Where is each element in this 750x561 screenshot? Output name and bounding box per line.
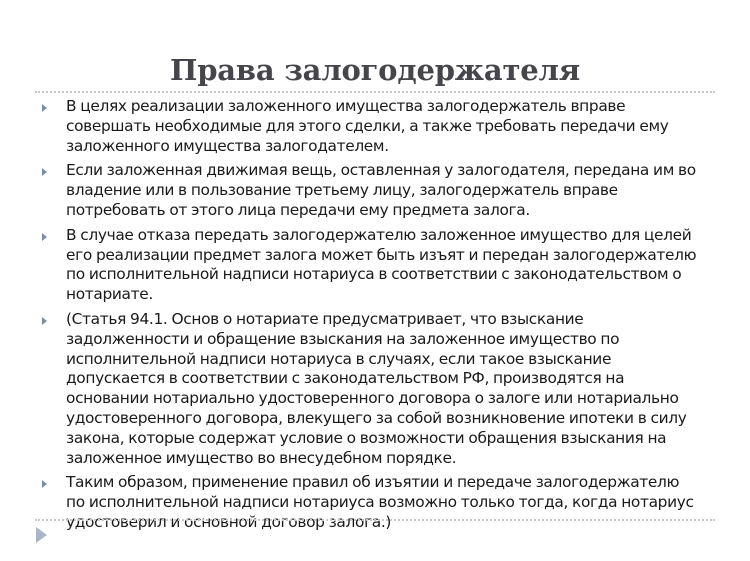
text-line: Если заложенная движимая вещь, оставленная у залогодателя, передана им во	[66, 161, 696, 180]
text-line: совершать необходимые для этого сделки, а также требовать передачи ему	[66, 116, 669, 135]
triangle-bullet-icon	[42, 104, 47, 112]
text-line: удостоверенного договора, влекущего за собой возникновение ипотеки в силу	[66, 408, 687, 427]
text-line: В случае отказа передать залогодержателю заложенное имущество для целей	[66, 225, 692, 244]
text-line: (Статья 94.1. Основ о нотариате предусматривает, что взыскание	[66, 309, 584, 328]
bullet-item-1	[42, 97, 722, 156]
text-line: исполнительной надписи нотариуса в случаях, если такое взыскание	[66, 349, 612, 368]
text-line: заложенного имущества залогодателем.	[66, 136, 389, 155]
triangle-right-icon	[36, 527, 47, 543]
text-line: по исполнительной надписи нотариуса в соответствии с законодательством о	[66, 265, 682, 284]
text-line: Таким образом, применение правил об изъятии и передаче залогодержателю	[66, 473, 680, 492]
text-line: задолженности и обращение взыскания на заложенное имущество по	[66, 329, 620, 348]
footer-divider	[35, 519, 715, 521]
bullet-item-3	[42, 226, 722, 305]
bullet-item-2	[42, 161, 722, 220]
text-line: его реализации предмет залога может быть изъят и передан залогодержателю	[66, 245, 697, 264]
triangle-bullet-icon	[42, 480, 47, 488]
bullet-text	[66, 226, 722, 305]
title-divider	[35, 91, 715, 93]
text-line: заложенное имущество во внесудебном порядке.	[66, 448, 457, 467]
triangle-bullet-icon	[42, 317, 47, 325]
bullet-text	[66, 97, 722, 156]
triangle-bullet-icon	[42, 233, 47, 241]
bullet-text	[66, 473, 722, 532]
text-line: В целях реализации заложенного имущества залогодержатель вправе	[66, 97, 626, 115]
text-line: нотариате.	[66, 285, 153, 304]
bullet-item-4	[42, 310, 722, 468]
bullet-list	[42, 97, 722, 538]
text-line: потребовать от этого лица передачи ему предмета залога.	[66, 200, 530, 219]
slide-title: Права залогодержателя	[170, 53, 580, 87]
bullet-item-5	[42, 473, 722, 532]
bullet-text	[66, 161, 722, 220]
text-line: по исполнительной надписи нотариуса возможно только тогда, когда нотариус	[66, 493, 694, 512]
text-line: допускается в соответствии с законодательством РФ, производятся на	[66, 369, 625, 388]
triangle-bullet-icon	[42, 168, 47, 176]
text-line: основании нотариально удостоверенного договора о залоге или нотариально	[66, 389, 679, 408]
bullet-text	[66, 310, 722, 468]
text-line: владение или в пользование третьему лицу, залогодержатель вправе	[66, 181, 618, 200]
text-line: закона, которые содержат условие о возможности обращения взыскания на	[66, 428, 667, 447]
text-line: удостоверил и основной договор залога.)	[66, 512, 392, 531]
